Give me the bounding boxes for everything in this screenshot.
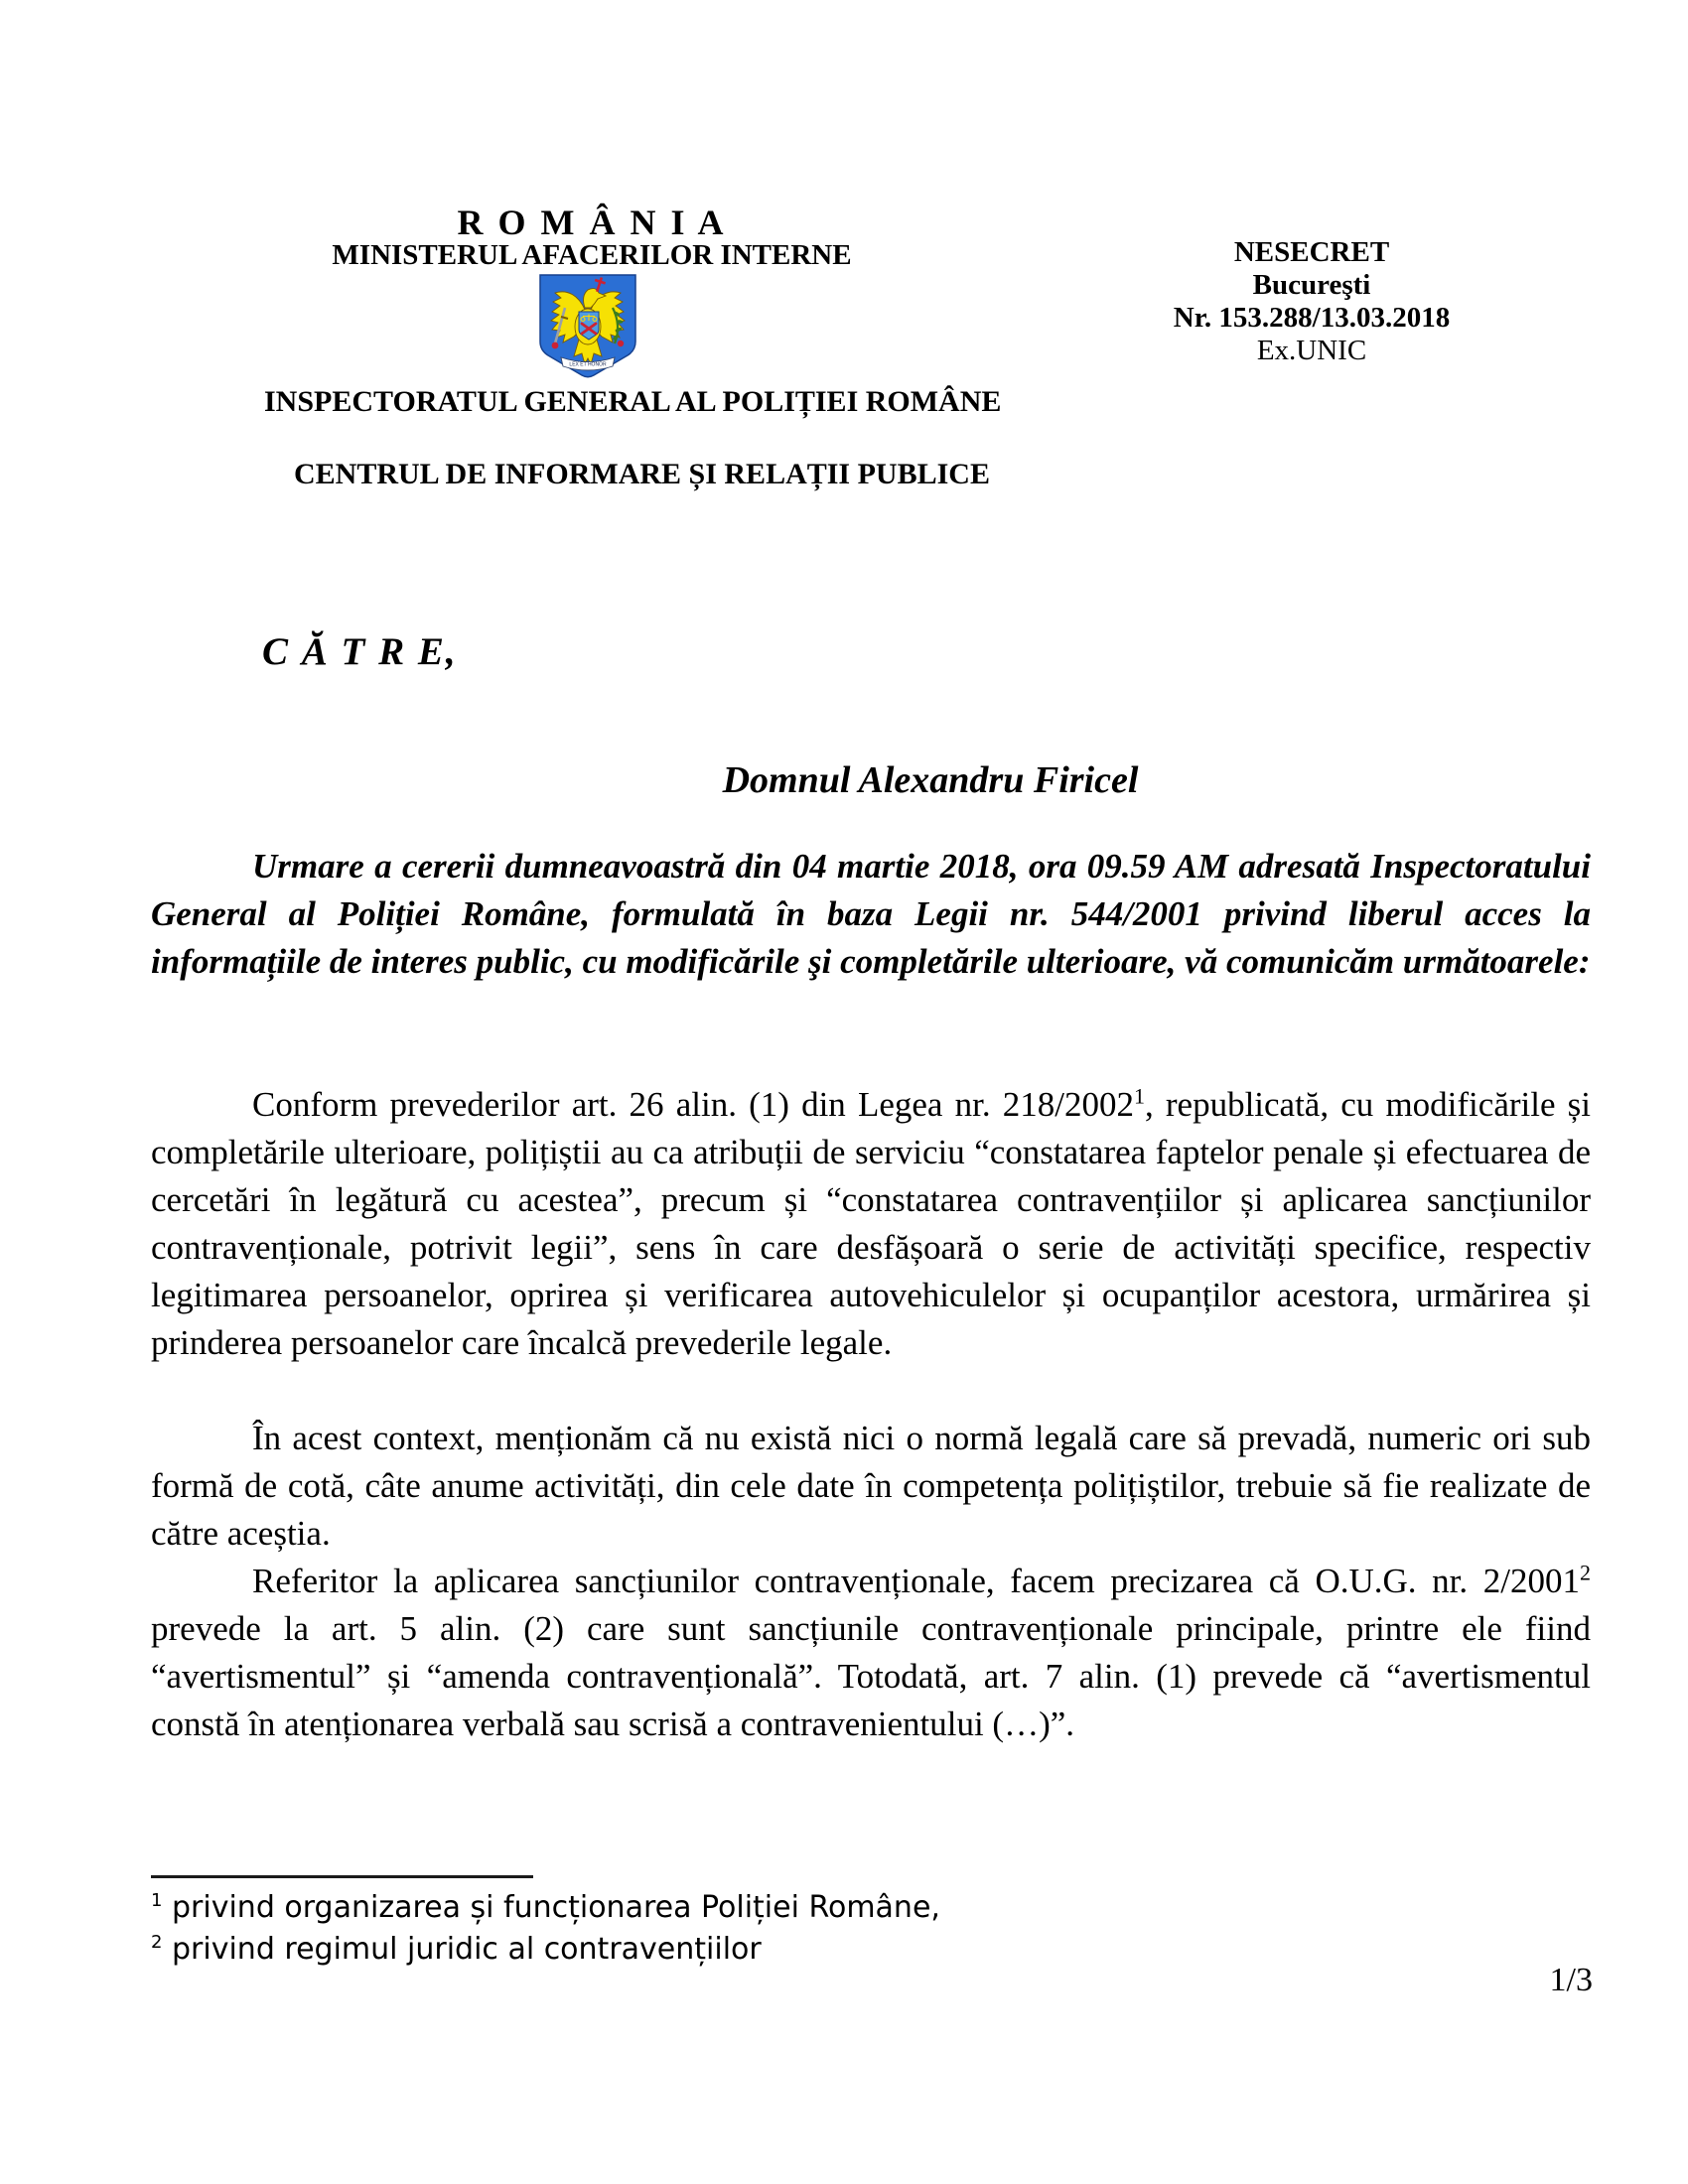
- paragraph-sanctions: [151, 1558, 1591, 1748]
- ministry-title: MINISTERUL AFACERILOR INTERNE: [332, 239, 852, 271]
- registration-number: Nr. 153.288/13.03.2018: [1173, 302, 1451, 334]
- paragraph-context: În acest context, menționăm că nu există nici o normă legală care să prevadă, numeric ori sub formă de cotă, câte anume activități, din cele date în competența polițiștilor, trebuie să fie realizate de către aceștia.: [151, 1419, 1591, 1553]
- classification-label: NESECRET: [1233, 236, 1390, 268]
- footnote-text: privind organizarea și funcționarea Poliției Române,: [172, 1890, 940, 1925]
- footnote-item: [151, 1929, 1342, 1971]
- footnote-marker: 2: [151, 1932, 163, 1953]
- inner-shield: [579, 312, 599, 340]
- footnote-reference-2: 2: [1580, 1560, 1591, 1585]
- city-label: Bucureşti: [1252, 269, 1371, 301]
- footnote-marker: 1: [151, 1890, 163, 1911]
- page-number: 1/3: [1549, 1962, 1593, 1998]
- addressee-name: Domnul Alexandru Firicel: [722, 759, 1139, 801]
- footnote-text: privind regimul juridic al contravențiilor: [172, 1932, 762, 1967]
- footnote-separator: [151, 1875, 533, 1878]
- motto-text: LEX ET HONOR: [569, 361, 607, 368]
- paragraph-text: prevede la art. 5 alin. (2) care sunt sancțiunile contravenționale principale, printre ele fiind “avertismentul” și “amenda contravențională”. Totodată, art. 7 alin. (1) prevede că “avertismentul constă în atenționarea verbală sau scrisă a contravenientului (…)”.: [151, 1609, 1591, 1743]
- paragraph-legal-basis: [151, 1081, 1591, 1367]
- footnote-reference-1: 1: [1133, 1083, 1145, 1109]
- footnotes-block: [151, 1887, 1342, 1971]
- footnote-item: [151, 1887, 1342, 1929]
- salutation: C Ă T R E,: [262, 630, 458, 673]
- inspectorate-title: INSPECTORATUL GENERAL AL POLIȚIEI ROMÂNE: [264, 385, 1002, 418]
- copy-label: Ex.UNIC: [1256, 335, 1367, 366]
- department-title: CENTRUL DE INFORMARE ȘI RELAȚII PUBLICE: [294, 458, 990, 490]
- police-coat-of-arms-icon: [535, 272, 640, 381]
- paragraph-intro: Urmare a cererii dumneavoastră din 04 martie 2018, ora 09.59 AM adresată Inspectoratului General al Poliției Române, formulată în baza Legii nr. 544/2001 privind liberul acces la informațiile de interes public, cu modificările şi completările ulterioare, vă comunicăm următoarele:: [151, 847, 1591, 981]
- paragraph-text: Referitor la aplicarea sancțiunilor contravenționale, facem precizarea că O.U.G. nr. 2/2001: [252, 1562, 1580, 1600]
- registration-block: [1113, 236, 1510, 367]
- country-title: R O M Â N I A: [457, 203, 727, 242]
- paragraph-text: , republicată, cu modificările și completările ulterioare, polițiștii au ca atribuții de serviciu “constatarea faptelor penale și efectuarea de cercetări în legătură cu acestea”, precum și “constatarea contravențiilor și aplicarea sancțiunilor contravenționale, potrivit legii”, sens în care desfășoară o serie de activități specifice, respectiv legitimarea persoanelor, oprirea și verificarea autovehiculelor și ocupanților acestora, urmărirea și prinderea persoanelor care încalcă prevederile legale.: [151, 1085, 1591, 1362]
- paragraph-text: Conform prevederilor art. 26 alin. (1) din Legea nr. 218/2002: [252, 1085, 1134, 1124]
